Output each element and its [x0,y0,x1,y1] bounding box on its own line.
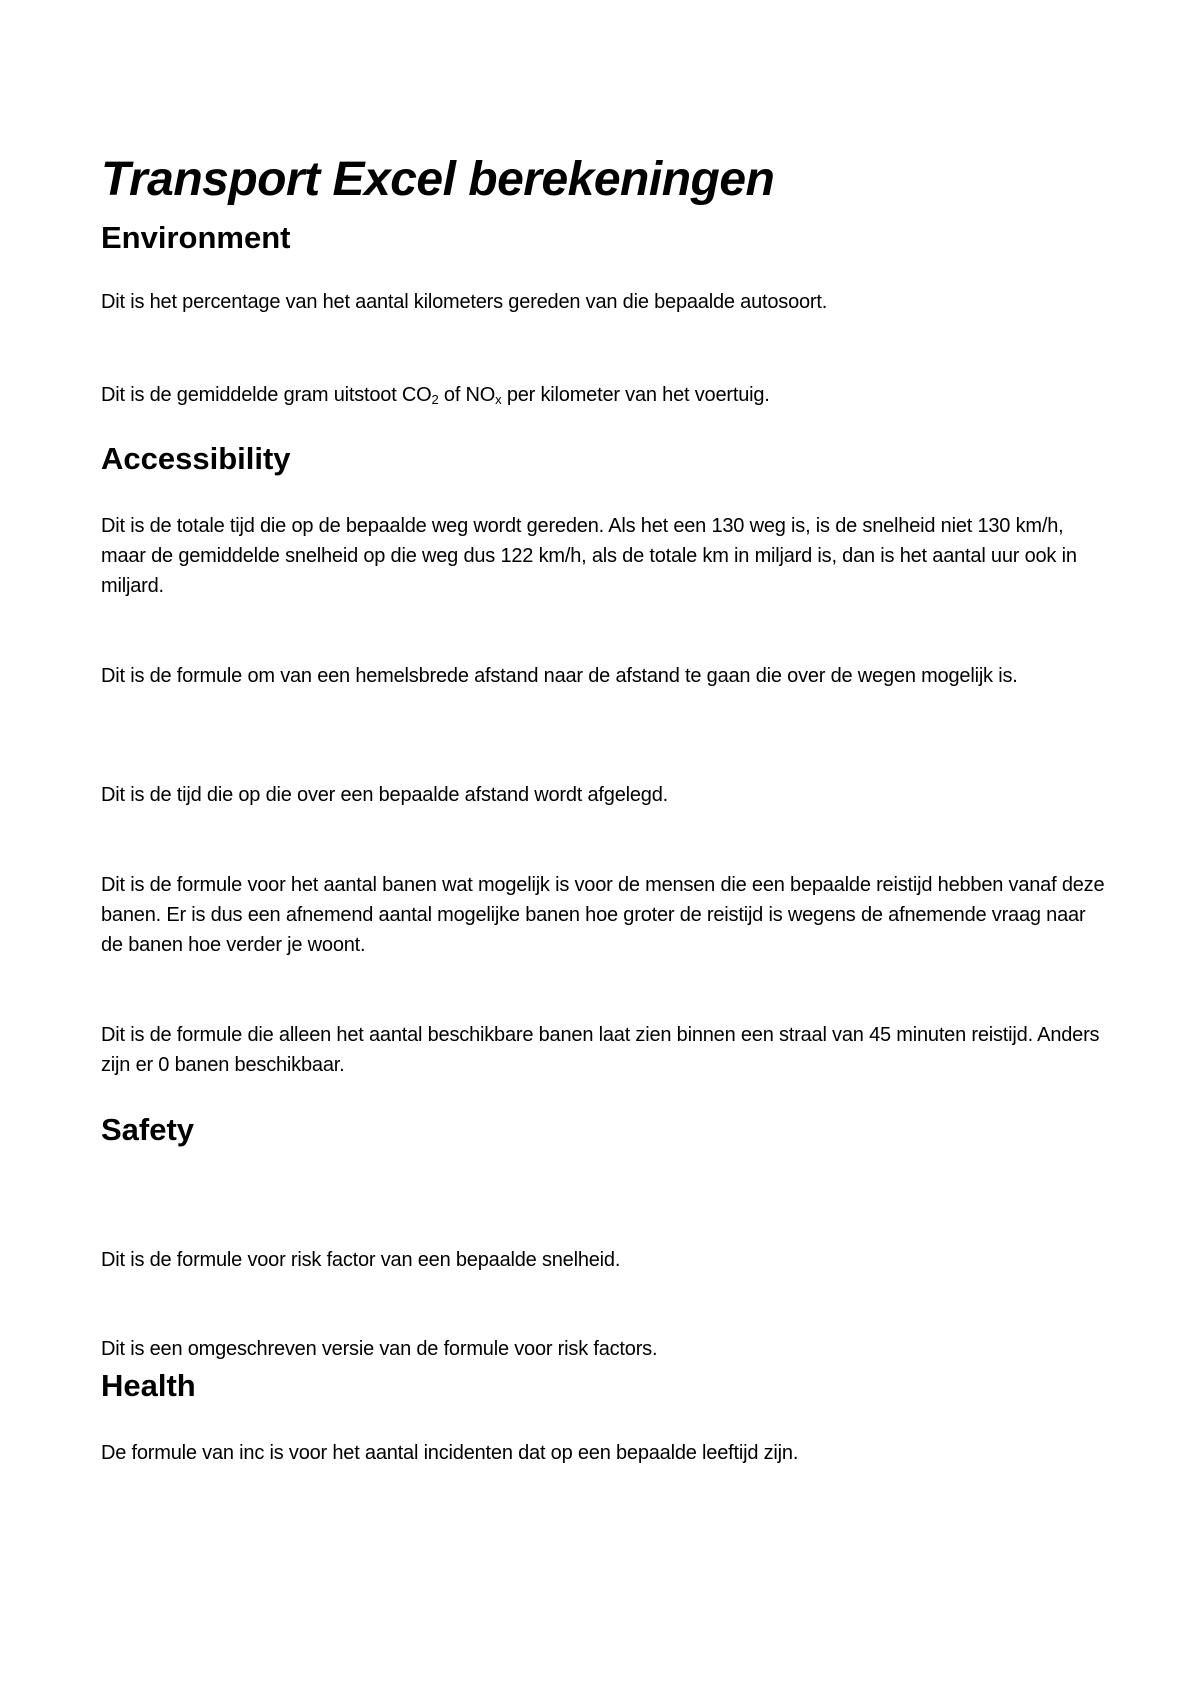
accessibility-paragraph-2: Dit is de formule om van een hemelsbrede afstand naar de afstand te gaan die over de wegen mogelijk is. [101,665,1018,687]
heading-environment: Environment [101,220,291,255]
environment-p2-text-3: per kilometer van het voertuig. [501,384,770,406]
safety-paragraph-2: Dit is een omgeschreven versie van de formule voor risk factors. [101,1338,658,1360]
environment-paragraph-1: Dit is het percentage van het aantal kilometers gereden van die bepaalde autosoort. [101,291,828,313]
heading-health: Health [101,1368,196,1403]
environment-paragraph-2 [101,380,1111,410]
accessibility-paragraph-5: Dit is de formule die alleen het aantal beschikbare banen laat zien binnen een straal van 45 minuten reistijd. Anders zijn er 0 banen beschikbaar. [101,1024,1100,1076]
document-title: Transport Excel berekeningen [101,153,775,206]
accessibility-paragraph-4: Dit is de formule voor het aantal banen wat mogelijk is voor de mensen die een bepaalde reistijd hebben vanaf deze banen. Er is dus een afnemend aantal mogelijke banen hoe groter de reistijd is wegens de afnemende vraag naar de banen hoe verder je woont. [101,874,1105,956]
nox-subscript: x [495,392,502,407]
environment-p2-text-2: of NO [438,384,496,406]
co2-subscript: 2 [431,392,439,407]
accessibility-paragraph-3: Dit is de tijd die op die over een bepaalde afstand wordt afgelegd. [101,784,668,806]
heading-safety: Safety [101,1112,195,1147]
safety-paragraph-1: Dit is de formule voor risk factor van een bepaalde snelheid. [101,1249,621,1271]
environment-p2-text-1: Dit is de gemiddelde gram uitstoot CO [101,384,432,406]
health-paragraph-1: De formule van inc is voor het aantal incidenten dat op een bepaalde leeftijd zijn. [101,1442,799,1464]
accessibility-paragraph-1: Dit is de totale tijd die op de bepaalde weg wordt gereden. Als het een 130 weg is, is de snelheid niet 130 km/h, maar de gemiddelde snelheid op die weg dus 122 km/h, als de totale km in miljard is, dan is het aantal uur ook in miljard. [101,515,1077,597]
heading-accessibility: Accessibility [101,441,291,476]
